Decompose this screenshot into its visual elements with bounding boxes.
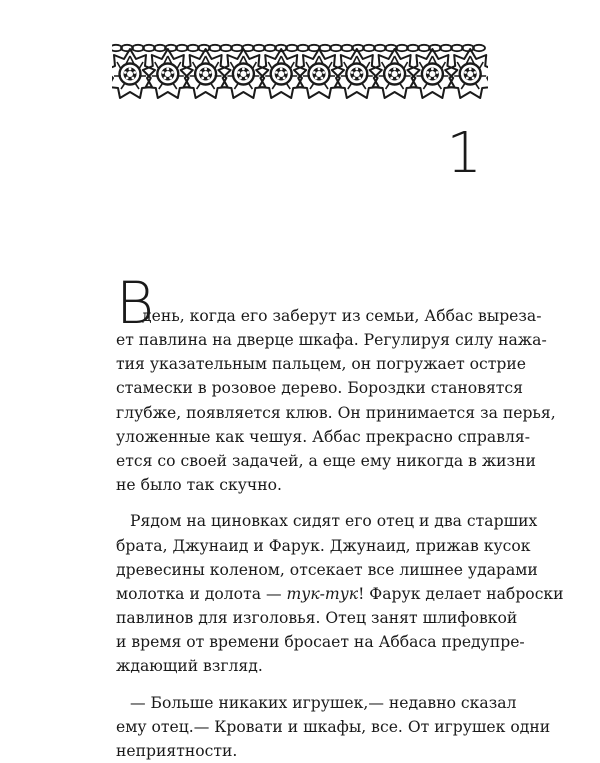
- chapter-number: 1: [446, 121, 482, 186]
- paragraph-2: [116, 509, 564, 678]
- text-line: и время от времени бросает на Аббаса предупре-: [116, 633, 525, 652]
- text-line: ет павлина на дверце шкафа. Регулируя силу нажа-: [116, 331, 547, 349]
- text-line: день, когда его заберут из семьи, Аббас выреза-: [142, 306, 542, 325]
- text-line-with-italic: [116, 582, 564, 606]
- text-line: — Больше никаких игрушек,— недавно сказал: [130, 693, 517, 712]
- text-line: тия указательным пальцем, он погружает острие: [116, 355, 527, 374]
- text-segment: ! Фарук делает наброски: [358, 584, 564, 603]
- text-line: стамески в розовое дерево. Бороздки становятся: [116, 379, 523, 398]
- text-line: древесины коленом, отсекает все лишнее ударами: [116, 560, 538, 579]
- paragraph-1: [116, 269, 556, 497]
- text-line: уложенные как чешуя. Аббас прекрасно справля-: [116, 427, 531, 446]
- text-line: ется со своей задачей, а еще ему никогда в жизни: [116, 451, 536, 470]
- text-line: глубже, появляется клюв. Он принимается за перья,: [116, 403, 556, 422]
- text-line: ждающий взгляд.: [116, 657, 263, 676]
- lotus-flower-icon: [445, 49, 488, 98]
- text-line: неприятности.: [116, 742, 238, 760]
- text-line: ему отец.— Кровати и шкафы, все. От игрушек одни: [116, 717, 551, 736]
- text-line: Рядом на циновках сидят его отец и два старших: [130, 512, 538, 531]
- lotus-border-ornament: [112, 42, 488, 100]
- lotus-flower-icon: [112, 49, 155, 98]
- drop-cap-letter: В: [116, 269, 154, 337]
- italic-onomatopoeia: тук-тук: [286, 584, 359, 603]
- text-line: не было так скучно.: [116, 476, 282, 495]
- text-segment: молотка и долота —: [116, 584, 287, 603]
- chapter-text: [116, 269, 564, 763]
- text-line: брата, Джунаид и Фарук. Джунаид, прижав кусок: [116, 536, 531, 555]
- text-line: павлинов для изголовья. Отец занят шлифовкой: [116, 609, 518, 628]
- paragraph-3: [116, 691, 551, 763]
